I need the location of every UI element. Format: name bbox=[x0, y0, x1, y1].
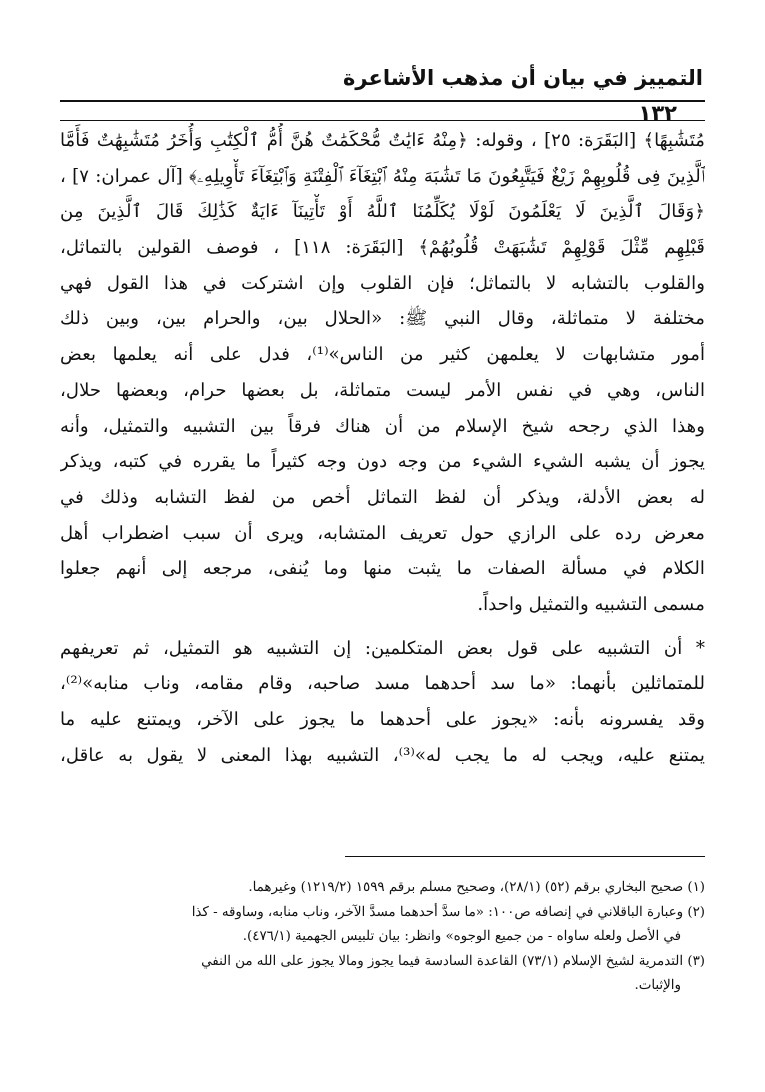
text-line: والقلوب بالتشابه لا بالتماثل؛ فإن القلوب وإن اشتركت في هذا القول فهي bbox=[60, 272, 705, 294]
footnote-separator bbox=[345, 856, 705, 857]
text-line: له بعض الأدلة، ويذكر أن لفظ التماثل أخص من لفظ التشابه وذلك في bbox=[60, 486, 705, 508]
text-line: يمتنع عليه، ويجب له ما يجب له»⁽³⁾، التشبيه بهذا المعنى لا يقول به عاقل، bbox=[60, 744, 705, 766]
text-line: ٱلَّذِينَ فِى قُلُوبِهِمْ زَيْغٌ فَيَتَّبِعُونَ مَا تَشَٰبَهَ مِنْهُ ٱبْتِغَآءَ ٱلْفِتْنَةِ وَٱبْتِغَآءَ تَأْوِيلِهِۦ﴾ [آل عمران: ٧] ، bbox=[60, 165, 705, 187]
text-line: * أن التشبيه على قول بعض المتكلمين: إن التشبيه هو التمثيل، ثم تعريفهم bbox=[60, 637, 705, 659]
text-line: أمور متشابهات لا يعلمهن كثير من الناس»⁽¹⁾، فدل على أنه يعلمها بعض bbox=[60, 344, 705, 366]
footnotes bbox=[60, 876, 705, 999]
text-line: وهذا الذي رجحه شيخ الإسلام من أن هناك فرقاً بين التشبيه والتمثيل، وأنه bbox=[60, 415, 705, 437]
text-line: قَبْلِهِم مِّثْلَ قَوْلِهِمْ تَشَٰبَهَتْ قُلُوبُهُمْ﴾ [البَقَرَة: ١١٨] ، فوصف القولين بالتماثل، bbox=[60, 237, 705, 259]
footnote: (١) صحيح البخاري برقم (٥٢) (٢٨/١)، وصحيح مسلم برقم ١٥٩٩ (١٢١٩/٢) وغيرهما. bbox=[248, 880, 705, 895]
text-line: يجوز أن يشبه الشيء الشيء من وجه دون وجه كثيراً ما يقرره في كتبه، ويذكر bbox=[60, 451, 705, 473]
header-rule-lower bbox=[60, 120, 705, 121]
footnote: (٣) التدمرية لشيخ الإسلام (٧٣/١) القاعدة السادسة فيما يجوز ومالا يجوز على الله من النفي bbox=[201, 953, 705, 969]
page-number: ١٣٢ bbox=[638, 101, 677, 125]
header-rule bbox=[60, 100, 705, 102]
text-line: مختلفة لا متماثلة، وقال النبي ﷺ: «الحلال بين، والحرام بين، وبين ذلك bbox=[60, 308, 705, 330]
text-line: معرض رده على الرازي حول تعريف المتشابه، ويرى أن سبب اضطراب أهل bbox=[60, 522, 705, 544]
text-line: مسمى التشبيه والتمثيل واحداً. bbox=[477, 593, 705, 615]
text-line: مُتَشَٰبِهًا﴾ [البَقَرَة: ٢٥] ، وقوله: ﴿مِنْهُ ءَايَٰتٌ مُّحْكَمَٰتٌ هُنَّ أُمُّ ٱلْكِتَٰبِ وَأُخَرُ مُتَشَٰبِهَٰتٌ فَأَمَّا bbox=[60, 130, 705, 151]
text-line: الكلام في مسألة الصفات ما يثبت منها وما يُنفى، مرجعه إلى أنهم جعلوا bbox=[60, 558, 705, 580]
text-line: ﴿وَقَالَ ٱلَّذِينَ لَا يَعْلَمُونَ لَوْلَا يُكَلِّمُنَا ٱللَّهُ أَوْ تَأْتِينَآ ءَايَةٌ كَذَٰلِكَ قَالَ ٱلَّذِينَ مِن bbox=[60, 201, 705, 223]
footnote-continuation: والإثبات. bbox=[634, 978, 681, 993]
text-line: الناس، وهي في نفس الأمر ليست متماثلة، بل بعضها حرام، وبعضها حلال، bbox=[60, 379, 705, 401]
text-line: وقد يفسرونه بأنه: «يجوز على أحدهما ما يجوز على الآخر، ويمتنع عليه ما bbox=[60, 709, 705, 730]
running-title: التمييز في بيان أن مذهب الأشاعرة bbox=[343, 66, 703, 90]
text-line: للمتماثلين بأنهما: «ما سد أحدهما مسد صاحبه، وقام مقامه، وناب منابه»⁽²⁾، bbox=[60, 673, 705, 695]
footnote-continuation: في الأصل ولعله ساواه - من جميع الوجوه» وانظر: بيان تلبيس الجهمية (٤٧٦/١). bbox=[242, 929, 681, 944]
main-text bbox=[60, 123, 705, 773]
footnote: (٢) وعبارة الباقلاني في إنصافه ص١٠٠: «ما سدَّ أحدهما مسدَّ الآخر، وناب منابه، وساوقه - كذا bbox=[191, 904, 705, 920]
